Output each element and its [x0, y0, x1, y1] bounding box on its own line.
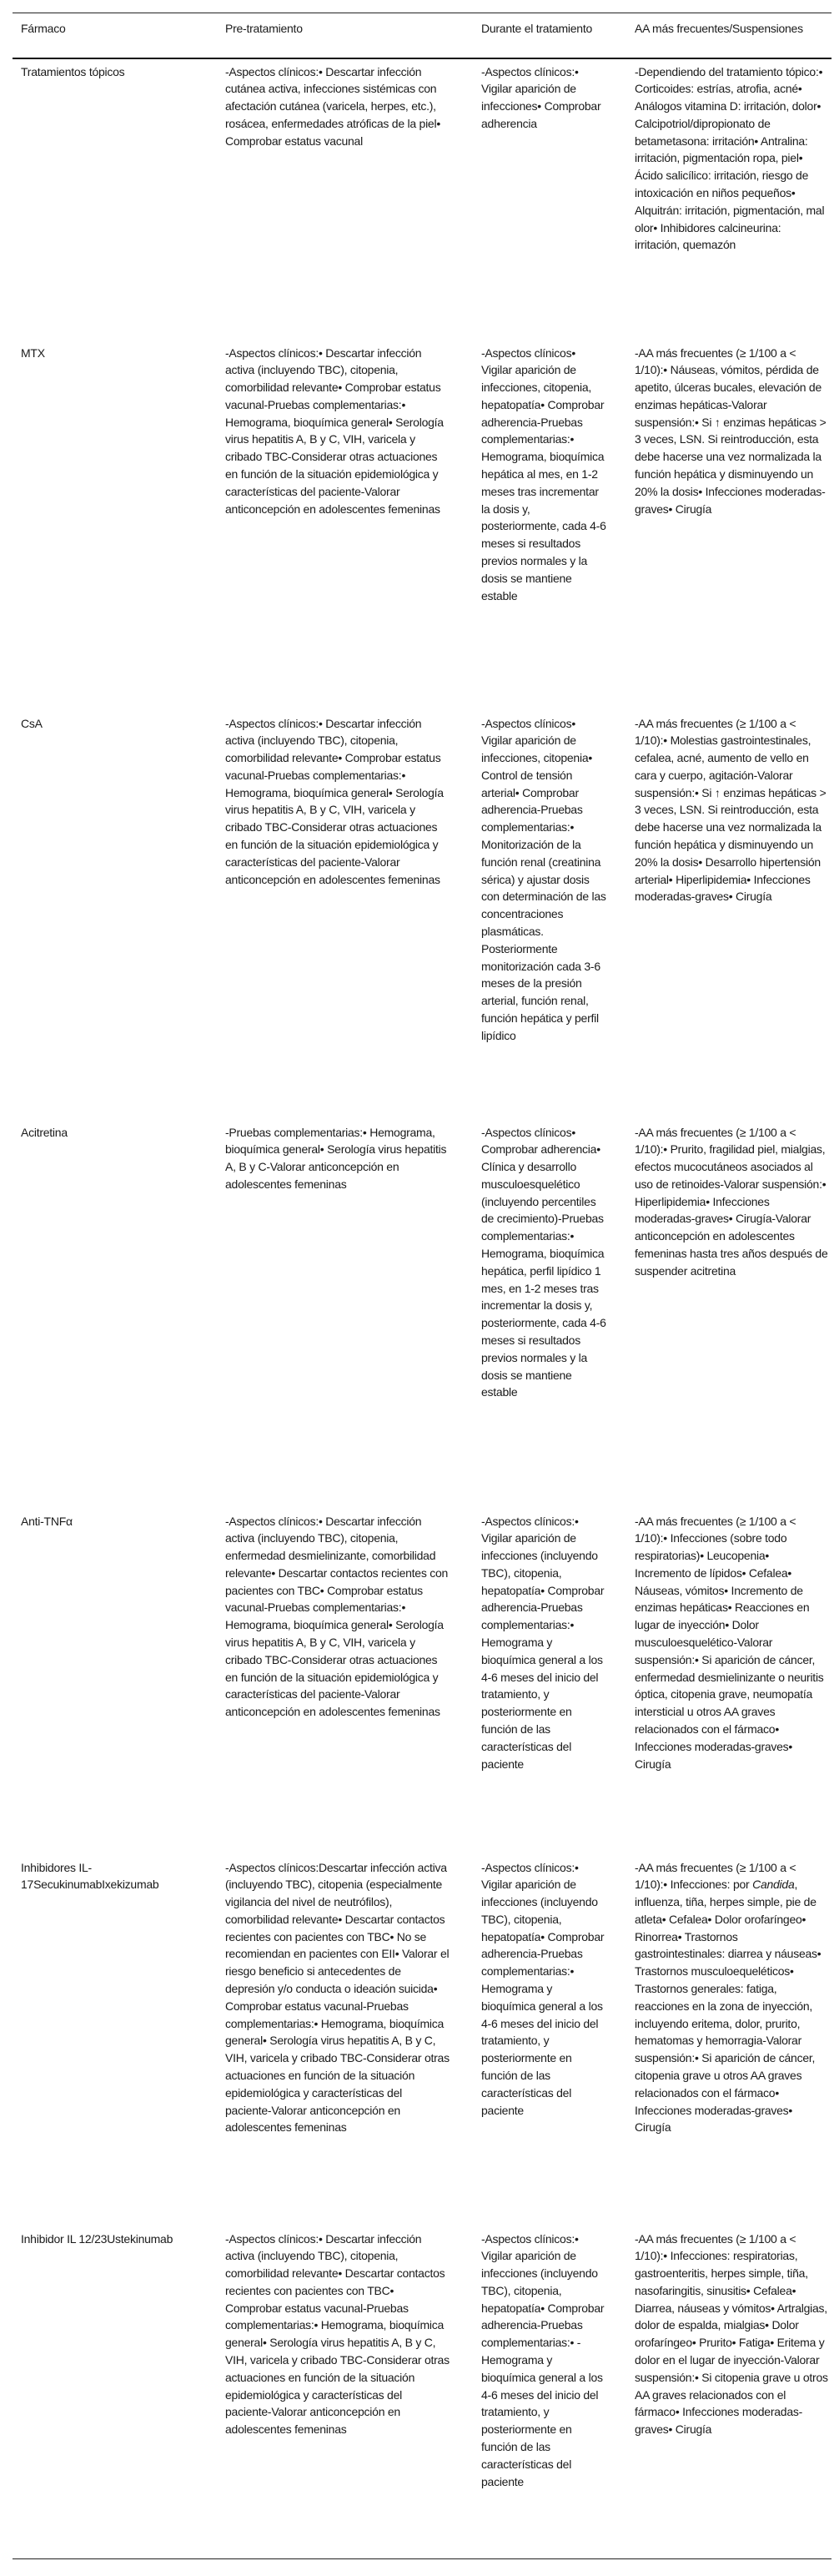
drug-monitoring-table	[13, 13, 831, 2559]
table-row	[13, 1509, 831, 1855]
during-treatment-cell: -Aspectos clínicos:• Vigilar aparición de infecciones• Comprobar adherencia	[481, 64, 601, 130]
during-treatment-cell: -Aspectos clínicos:• Vigilar aparición de infecciones (incluyendo TBC), citopenia, hepatopatía• Comprobar adherencia-Pruebas complementarias:• Hemograma y bioquímica general a los 4-6 meses del inicio del tratamiento, y posteriormente en función de las características del paciente	[481, 1860, 605, 2117]
during-treatment-cell: -Aspectos clínicos• Vigilar aparición de infecciones, citopenia• Control de tensión arterial• Comprobar adherencia-Pruebas complementarias:• Monitorización de la función renal (creatinina sérica) y ajustar dosis con determinación de las concentraciones plasmáticas. Posteriormente monitorización cada 3-6 meses de la presión arterial, función renal, función hepática y perfil lipídico	[481, 716, 606, 1042]
table-header	[13, 13, 831, 58]
aa-text-before: -AA más frecuentes (≥ 1/100 a < 1/10):• Infecciones: por	[635, 1860, 796, 1892]
adverse-events-cell: -Dependiendo del tratamiento tópico:• Corticoides: estrías, atrofia, acné• Análogos vitamina D: irritación, dolor• Calcipotriol/dipropionato de betametasona: irritación• Antralina: irritación, pigmentación ropa, piel• Ácido salicílico: irritación, riesgo de intoxicación en niños pequeños• Alquitrán: irritación, pigmentación, mal olor• Inhibidores calcineurina: irritación, quemazón	[635, 64, 825, 252]
during-treatment-cell: -Aspectos clínicos• Vigilar aparición de infecciones, citopenia, hepatopatía• Comprobar adherencia-Pruebas complementarias:• Hemograma, bioquímica hepática al mes, en 1-2 meses tras incrementar la dosis y, posteriormente, cada 4-6 meses si resultados previos normales y la dosis se mantiene estable	[481, 345, 606, 602]
header-during-treatment: Durante el tratamiento	[481, 22, 593, 35]
adverse-events-cell	[626, 1855, 831, 2226]
pre-treatment-cell: -Aspectos clínicos:• Descartar infección activa (incluyendo TBC), citopenia, comorbilidad relevante• Descartar contactos recientes con pacientes con TBC• Comprobar estatus vacunal-Pruebas complementarias:• Hemograma, bioquímica general• Serología virus hepatitis A, B y C, VIH, varicela y cribado TBC-Considerar otras actuaciones en función de la situación epidemiológica y características del paciente-Valorar anticoncepción en adolescentes femeninas	[225, 2231, 450, 2437]
drug-cell: MTX	[21, 345, 45, 360]
drug-cell: Inhibidores IL-17SecukinumabIxekizumab	[21, 1860, 159, 1892]
during-treatment-cell: -Aspectos clínicos:• Vigilar aparición de infecciones (incluyendo TBC), citopenia, hepatopatía• Comprobar adherencia-Pruebas complementarias:• Hemograma y bioquímica general a los 4-6 meses del inicio del tratamiento, y posteriormente en función de las características del paciente	[481, 1514, 605, 1771]
pre-treatment-cell: -Aspectos clínicos:• Descartar infección activa (incluyendo TBC), citopenia, comorbilidad relevante• Comprobar estatus vacunal-Pruebas complementarias:• Hemograma, bioquímica general• Serología virus hepatitis A, B y C, VIH, varicela y cribado TBC-Considerar otras actuaciones en función de la situación epidemiológica y características del paciente-Valorar anticoncepción en adolescentes femeninas	[225, 345, 444, 516]
adverse-events-cell: -AA más frecuentes (≥ 1/100 a < 1/10):• Náuseas, vómitos, pérdida de apetito, úlceras bucales, elevación de enzimas hepáticas-Valorar suspensión:• Si ↑ enzimas hepáticas > 3 veces, LSN. Si reintroducción, esta debe hacerse una vez normalizada la función hepática y disminuyendo un 20% la dosis• Infecciones moderadas-graves• Cirugía	[635, 345, 826, 516]
aa-italic-organism: Candida	[752, 1878, 795, 1892]
pre-treatment-cell: -Aspectos clínicos:• Descartar infección cutánea activa, infecciones sistémicas con afectación cutánea (varicela, herpes, etc.), rosácea, enfermedades atróficas de la piel• Comprobar estatus vacunal	[225, 64, 440, 148]
table-row	[13, 1855, 831, 2226]
adverse-events-cell: -AA más frecuentes (≥ 1/100 a < 1/10):• Prurito, fragilidad piel, mialgias, efectos mucocutáneos asociados al uso de retinoides-Valorar suspensión:• Hiperlipidemia• Infecciones moderadas-graves• Cirugía-Valorar anticoncepción en adolescentes femeninas hasta tres años después de suspender acitretina	[635, 1125, 828, 1278]
drug-cell: Acitretina	[21, 1125, 68, 1139]
pre-treatment-cell: -Pruebas complementarias:• Hemograma, bioquímica general• Serología virus hepatitis A, B y C-Valorar anticoncepción en adolescentes femeninas	[225, 1125, 447, 1191]
drug-cell: Inhibidor IL 12/23Ustekinumab	[21, 2231, 173, 2246]
adverse-events-cell: -AA más frecuentes (≥ 1/100 a < 1/10):• Molestias gastrointestinales, cefalea, acné, aumento de vello en cara y cuerpo, agitación-Valorar suspensión:• Si ↑ enzimas hepáticas > 3 veces, LSN. Si reintroducción, esta debe hacerse una vez normalizada la función hepática y disminuyendo un 20% la dosis• Desarrollo hipertensión arterial• Hiperlipidemia• Infecciones moderadas-graves• Cirugía	[635, 716, 826, 904]
header-pre-treatment: Pre-tratamiento	[225, 22, 303, 35]
table-row	[13, 1120, 831, 1509]
pre-treatment-cell: -Aspectos clínicos:• Descartar infección activa (incluyendo TBC), citopenia, comorbilidad relevante• Comprobar estatus vacunal-Pruebas complementarias:• Hemograma, bioquímica general• Serología virus hepatitis A, B y C, VIH, varicela y cribado TBC-Considerar otras actuaciones en función de la situación epidemiológica y características del paciente-Valorar anticoncepción en adolescentes femeninas	[225, 716, 444, 886]
header-row	[13, 13, 831, 58]
adverse-events-cell: -AA más frecuentes (≥ 1/100 a < 1/10):• Infecciones: respiratorias, gastroenteritis, herpes simple, tiña, nasofaringitis, sinusitis• Cefalea• Diarrea, náuseas y vómitos• Artralgias, dolor de espalda, mialgias• Dolor orofaríngeo• Prurito• Fatiga• Eritema y dolor en el lugar de inyección-Valorar suspensión:• Si citopenia grave u otros AA graves relacionados con el fármaco• Infecciones moderadas-graves• Cirugía	[635, 2231, 828, 2437]
header-adverse-events: AA más frecuentes/Suspensiones	[635, 22, 803, 35]
header-drug: Fármaco	[21, 22, 66, 35]
during-treatment-cell: -Aspectos clínicos:• Vigilar aparición de infecciones (incluyendo TBC), citopenia, hepatopatía• Comprobar adherencia-Pruebas complementarias:• -Hemograma y bioquímica general a los 4-6 meses del inicio del tratamiento, y posteriormente en función de las características del paciente	[481, 2231, 605, 2488]
aa-text-after: , influenza, tiña, herpes simple, pie de atleta• Cefalea• Dolor orofaríngeo• Rinorrea• Trastornos gastrointestinales: diarrea y náuseas• Trastornos musculoequeléticos• Trastornos generales: fatiga, reacciones en la zona de inyección, incluyendo eritema, dolor, prurito, hematomas y hemorragia-Valorar suspensión:• Si aparición de cáncer, citopenia grave u otros AA graves relacionados con el fármaco• Infecciones moderadas-graves• Cirugía	[635, 1878, 821, 2135]
pre-treatment-cell: -Aspectos clínicos:Descartar infección activa (incluyendo TBC), citopenia (especialmente vigilancia del nivel de neutrófilos), comorbilidad relevante• Descartar contactos recientes con pacientes con TBC• No se recomiendan en pacientes con EII• Valorar el riesgo beneficio si antecedentes de depresión y/o conducta o ideación suicida• Comprobar estatus vacunal-Pruebas complementarias:• Hemograma, bioquímica general• Serología virus hepatitis A, B y C, VIH, varicela y cribado TBC-Considerar otras actuaciones en función de la situación epidemiológica y características del paciente-Valorar anticoncepción en adolescentes femeninas	[225, 1860, 450, 2135]
adverse-events-cell: -AA más frecuentes (≥ 1/100 a < 1/10):• Infecciones (sobre todo respiratorias)• Leucopenia• Incremento de lípidos• Cefalea• Náuseas, vómitos• Incremento de enzimas hepáticas• Reacciones en lugar de inyección• Dolor musculoesquelético-Valorar suspensión:• Si aparición de cáncer, enfermedad desmielinizante o neuritis óptica, citopenia grave, neumopatía intersticial u otros AA graves relacionados con el fármaco• Infecciones moderadas-graves• Cirugía	[635, 1514, 824, 1771]
drug-cell: Anti-TNFα	[21, 1514, 73, 1528]
table-row	[13, 58, 831, 340]
pre-treatment-cell: -Aspectos clínicos:• Descartar infección activa (incluyendo TBC), citopenia, enfermedad desmielinizante, comorbilidad relevante• Descartar contactos recientes con pacientes con TBC• Comprobar estatus vacunal-Pruebas complementarias:• Hemograma, bioquímica general• Serología virus hepatitis A, B y C, VIH, varicela y cribado TBC-Considerar otras actuaciones en función de la situación epidemiológica y características del paciente-Valorar anticoncepción en adolescentes femeninas	[225, 1514, 449, 1719]
during-treatment-cell: -Aspectos clínicos• Comprobar adherencia• Clínica y desarrollo musculoesquelético (incluyendo percentiles de crecimiento)-Pruebas complementarias:• Hemograma, bioquímica hepática, perfil lipídico 1 mes, en 1-2 meses tras incrementar la dosis y, posteriormente, cada 4-6 meses si resultados previos normales y la dosis se mantiene estable	[481, 1125, 606, 1399]
table-row	[13, 340, 831, 711]
table-row	[13, 711, 831, 1120]
table-row	[13, 2226, 831, 2559]
drug-cell: Tratamientos tópicos	[21, 64, 125, 78]
drug-cell: CsA	[21, 716, 43, 730]
